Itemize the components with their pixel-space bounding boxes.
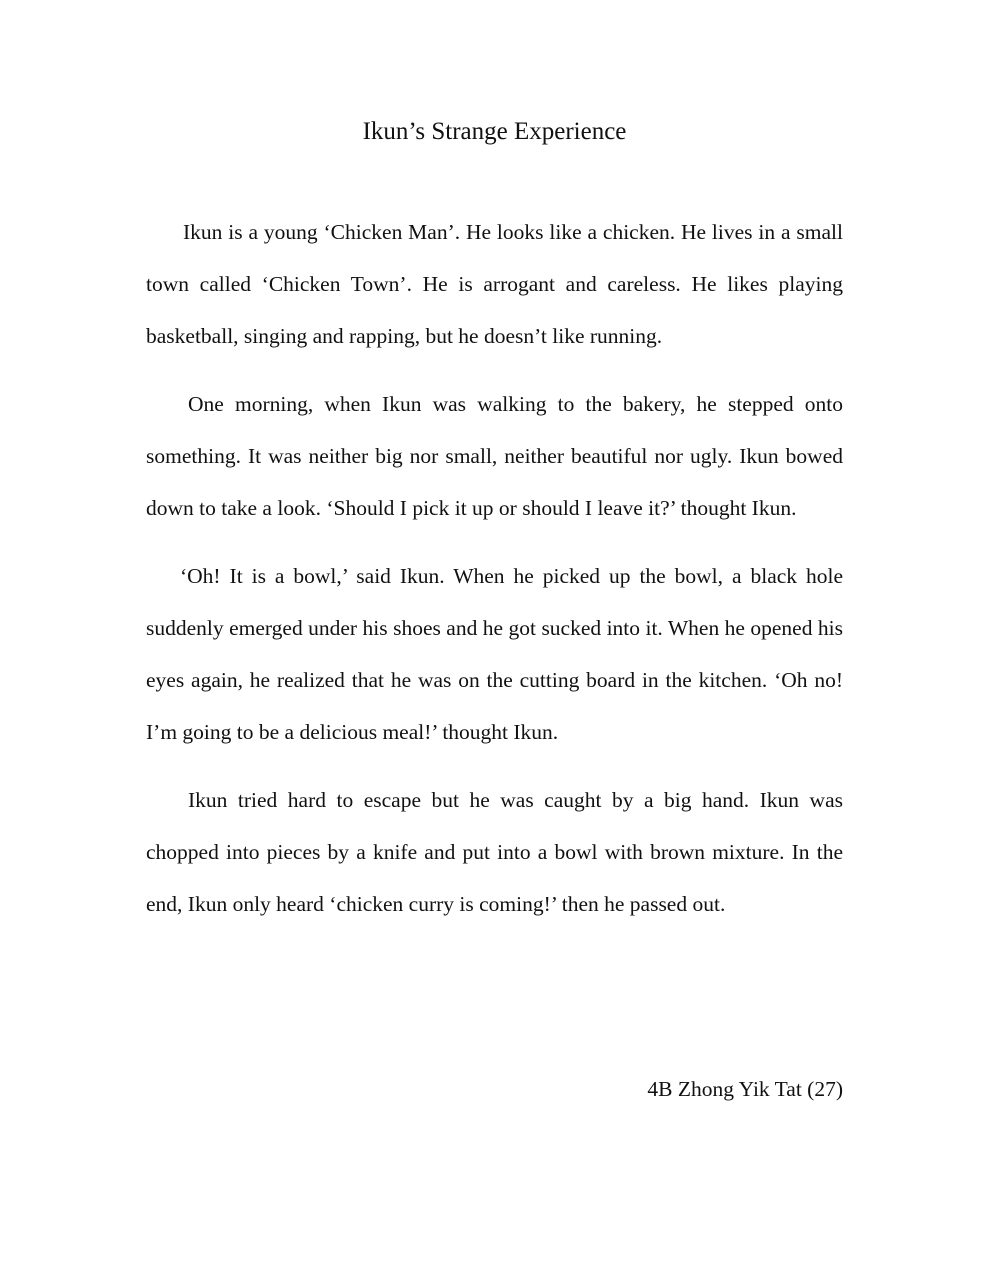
- document-title: Ikun’s Strange Experience: [362, 118, 627, 145]
- story-paragraph-4: Ikun tried hard to escape but he was caught by a big hand. Ikun was chopped into pieces by a knife and put into a bowl with brown mixture. In the end, Ikun only heard ‘chicken curry is coming!’ then he passed out.: [146, 788, 843, 916]
- author-signature: 4B Zhong Yik Tat (27): [647, 1077, 843, 1101]
- story-paragraph-3: ‘Oh! It is a bowl,’ said Ikun. When he picked up the bowl, a black hole suddenly emerged under his shoes and he got sucked into it. When he opened his eyes again, he realized that he was on the cutting board in the kitchen. ‘Oh no! I’m going to be a delicious meal!’ thought Ikun.: [146, 564, 843, 744]
- story-paragraph-2: One morning, when Ikun was walking to the bakery, he stepped onto something. It was neither big nor small, neither beautiful nor ugly. Ikun bowed down to take a look. ‘Should I pick it up or should I leave it?’ thought Ikun.: [146, 392, 843, 520]
- story-body: [146, 206, 843, 946]
- story-paragraph-1: Ikun is a young ‘Chicken Man’. He looks like a chicken. He lives in a small town called ‘Chicken Town’. He is arrogant and careless. He likes playing basketball, singing and rapping, but he doesn’t like running.: [146, 220, 843, 348]
